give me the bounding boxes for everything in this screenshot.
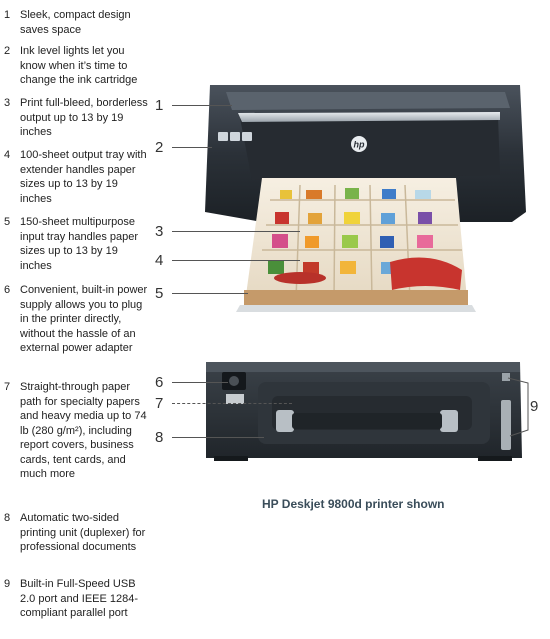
feature-number: 2 <box>4 45 11 57</box>
callout-3: 3 <box>155 223 164 240</box>
feature-text: Convenient, built-in power supply allows you to plug in the printer directly, without the hassle of an external power adapter <box>20 284 148 354</box>
feature-number: 5 <box>4 216 11 228</box>
feature-text: Sleek, compact design saves space <box>20 9 131 36</box>
feature-number: 7 <box>4 381 11 393</box>
feature-number: 1 <box>4 9 11 21</box>
feature-number: 9 <box>4 578 11 590</box>
callout-7: 7 <box>155 395 164 412</box>
callout-5: 5 <box>155 285 164 302</box>
feature-number: 3 <box>4 97 11 109</box>
callout-9: 9 <box>530 398 539 415</box>
callout-6: 6 <box>155 374 164 391</box>
feature-text: Ink level lights let you know when it’s time to change the ink cartridge <box>20 45 138 86</box>
callout-4: 4 <box>155 252 164 269</box>
callout-2: 2 <box>155 139 164 156</box>
hp-logo-text: hp <box>353 139 365 150</box>
feature-text: 150-sheet multipurpose input tray handles paper sizes up to 13 by 19 inches <box>20 216 139 272</box>
callout-1: 1 <box>155 97 164 114</box>
feature-text: Print full-bleed, borderless output up to 13 by 19 inches <box>20 97 148 138</box>
feature-text: 100-sheet output tray with extender handles paper sizes up to 13 by 19 inches <box>20 149 147 205</box>
image-caption: HP Deskjet 9800d printer shown <box>262 497 445 511</box>
callout-8: 8 <box>155 429 164 446</box>
feature-number: 8 <box>4 512 11 524</box>
feature-text: Built-in Full-Speed USB 2.0 port and IEEE 1284-compliant parallel port <box>20 578 139 619</box>
feature-text: Straight-through paper path for specialty papers and heavy media up to 74 lb (280 g/m²), including report covers, business cards, tent cards, and much more <box>20 381 147 480</box>
feature-text: Automatic two-sided printing unit (duplexer) for professional documents <box>20 512 146 553</box>
feature-number: 6 <box>4 284 11 296</box>
feature-number: 4 <box>4 149 11 161</box>
